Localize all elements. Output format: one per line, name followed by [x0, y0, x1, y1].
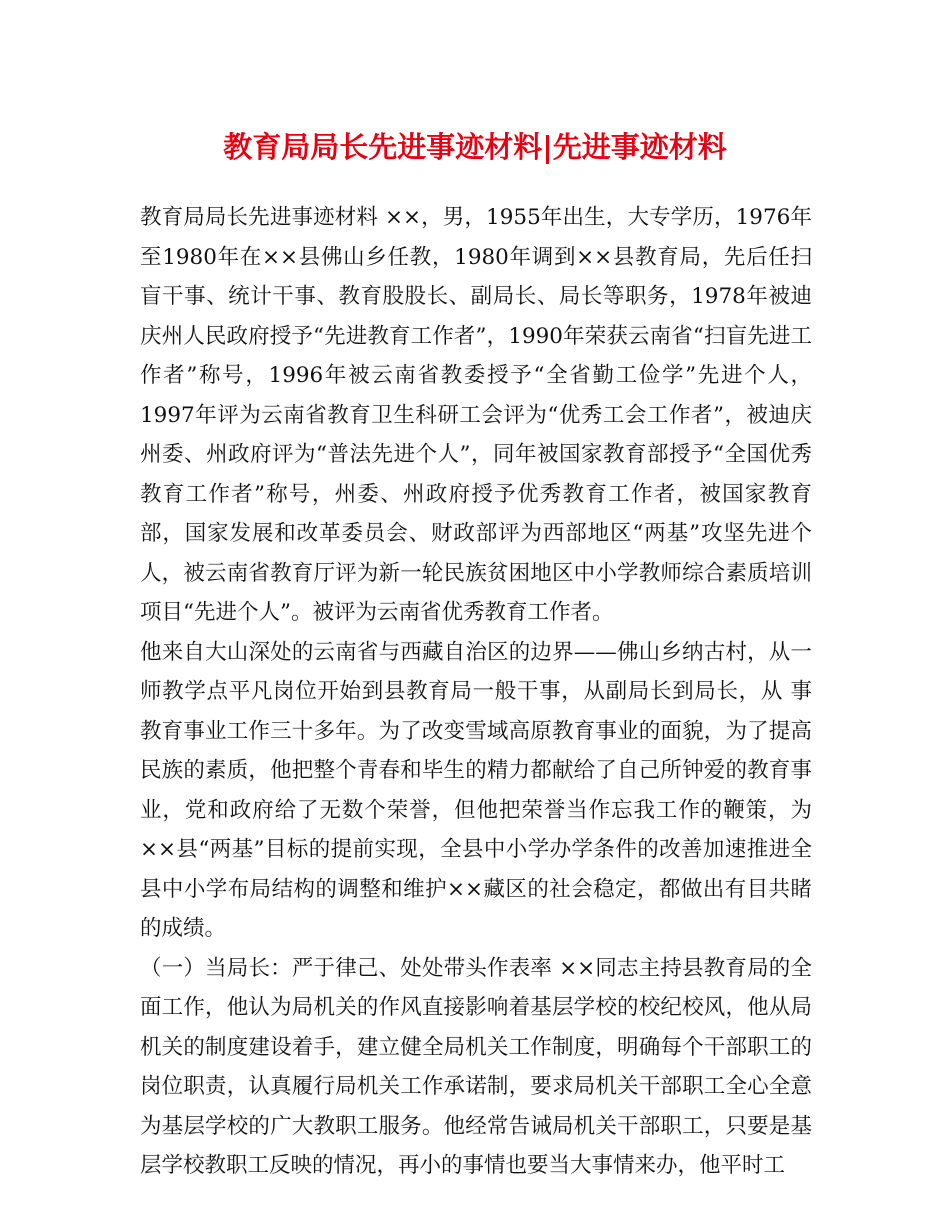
- paragraph-section-one: （一）当局长：严于律己、处处带头作表率 ××同志主持县教育局的全面工作，他认为局机关的作风直接影响着基层学校的校纪校风，他从局机关的制度建设着手，建立健全局机关工作制度，明确每个干部职工的岗位职责，认真履行局机关工作承诺制，要求局机关干部职工全心全意为基层学校的广大教职工服务。他经常告诫局机关干部职工，只要是基层学校教职工反映的情况，再小的事情也要当大事情来办，他平时工: [140, 955, 812, 1178]
- document-title: 教育局局长先进事迹材料|先进事迹材料: [223, 130, 727, 164]
- paragraph-intro: 教育局局长先进事迹材料 ××，男，1955年出生，大专学历，1976年至1980年在××县佛山乡任教，1980年调到××县教育局，先后任扫盲干事、统计干事、教育股股长、副局长、局长等职务，1978年被迪庆州人民政府授予“先进教育工作者”，1990年荣获云南省“扫盲先进工作者”称号，1996年被云南省教委授予“全省勤工俭学”先进个人，1997年评为云南省教育卫生科研工会评为“优秀工会工作者”，被迪庆州委、州政府评为“普法先进个人”，同年被国家教育部授予“全国优秀教育工作者”称号，州委、州政府授予优秀教育工作者，被国家教育部，国家发展和改革委员会、财政部评为西部地区“两基”攻坚先进个人，被云南省教育厅评为新一轮民族贫困地区中小学教师综合素质培训项目“先进个人”。被评为云南省优秀教育工作者。: [140, 205, 812, 625]
- paragraph-background: 他来自大山深处的云南省与西藏自治区的边界——佛山乡纳古村，从一师教学点平凡岗位开始到县教育局一般干事，从副局长到局长，从 事教育事业工作三十多年。为了改变雪域高原教育事业的面貌，为了提高民族的素质，他把整个青春和毕生的精力都献给了自己所钟爱的教育事业，党和政府给了无数个荣誉，但他把荣誉当作忘我工作的鞭策，为××县“两基”目标的提前实现，全县中小学办学条件的改善加速推进全县中小学布局结构的调整和维护××藏区的社会稳定，都做出有目共睹的成绩。: [140, 639, 812, 941]
- document-body: [140, 198, 812, 1186]
